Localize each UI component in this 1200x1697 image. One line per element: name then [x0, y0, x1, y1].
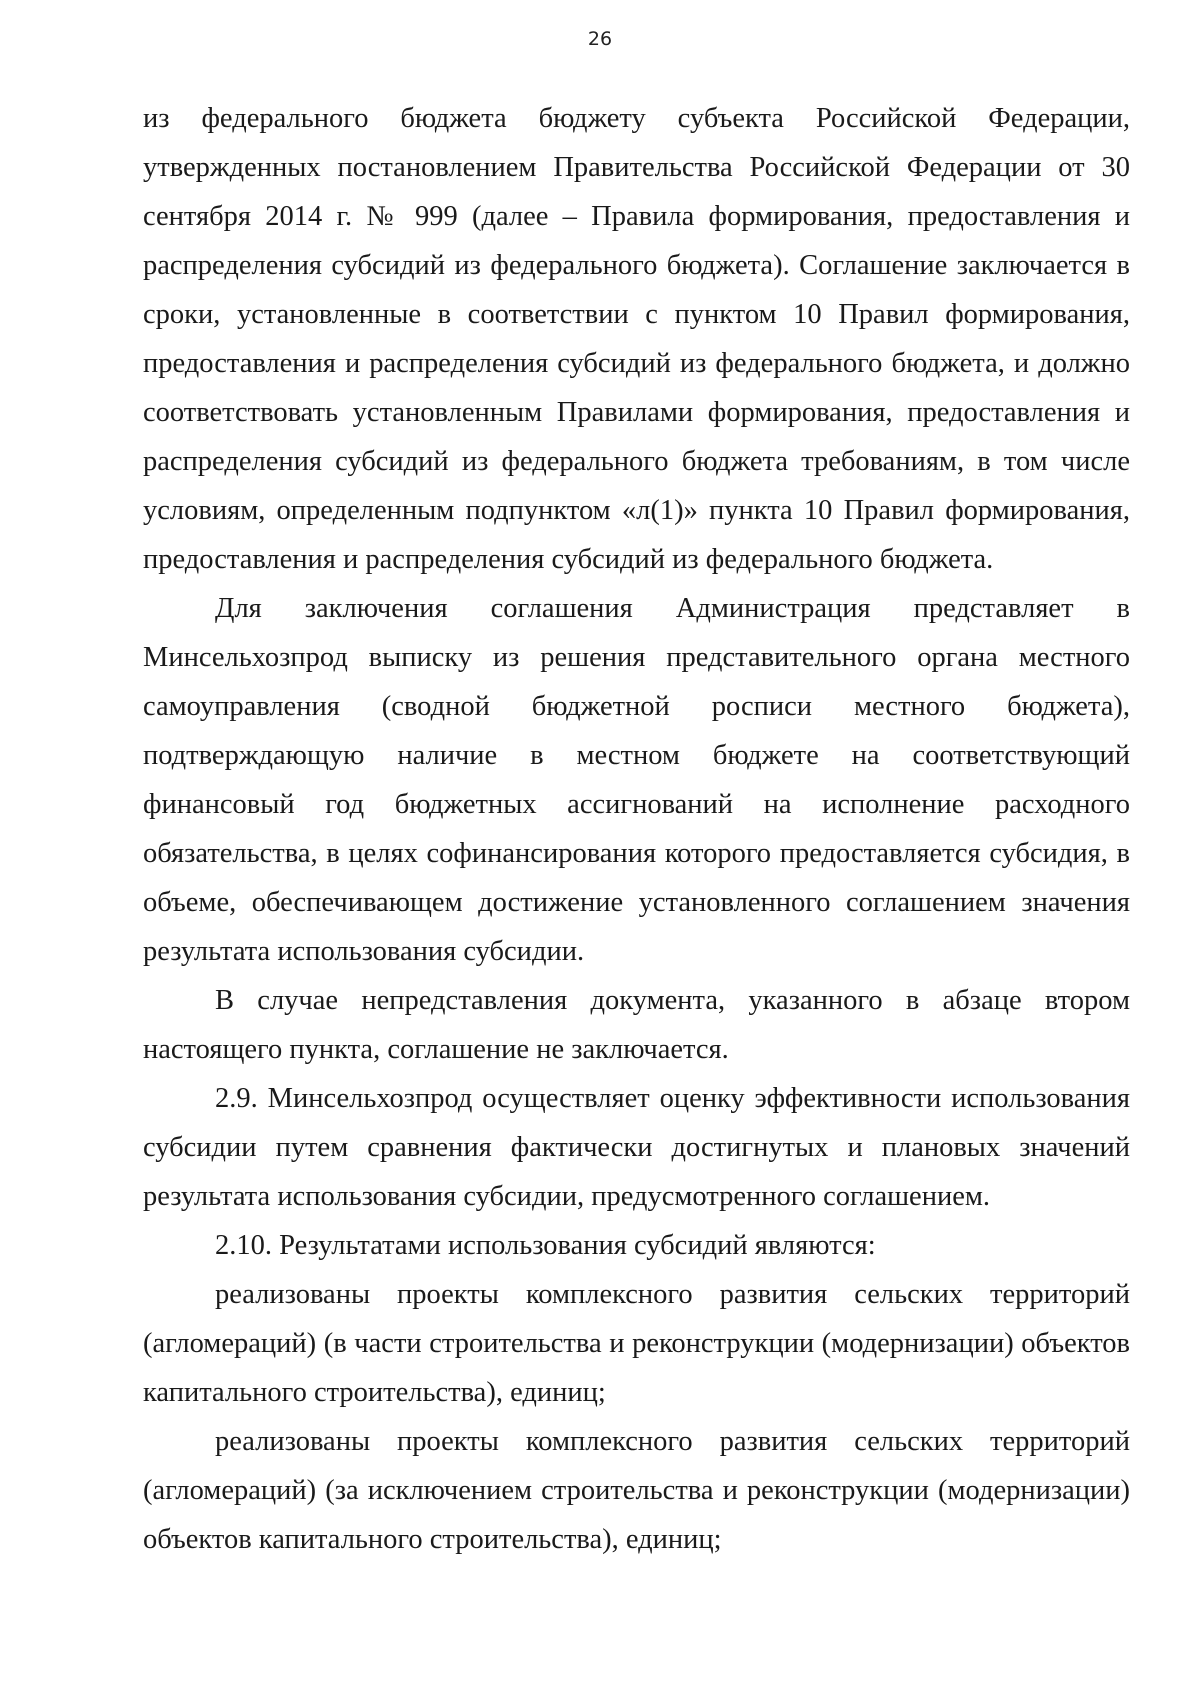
paragraph-result-item-1: реализованы проекты комплексного развития сельских территорий (агломераций) (в части строительства и реконструкции (модернизации) объектов капитального строительства), единиц;: [143, 1279, 1130, 1408]
paragraph-agreement-documents: Для заключения соглашения Администрация представляет в Минсельхозпрод выписку из решения представительного органа местного самоуправления (сводной бюджетной росписи местного бюджета), подтверждающую наличие в местном бюджете на соответствующий финансовый год бюджетных ассигнований на исполнение расходного обязательства, в целях софинансирования которого предоставляется субсидия, в объеме, обеспечивающем достижение установленного соглашением значения результата использования субсидии.: [143, 593, 1130, 967]
paragraph-result-item-2: реализованы проекты комплексного развития сельских территорий (агломераций) (за исключением строительства и реконструкции (модернизации) объектов капитального строительства), единиц;: [143, 1426, 1130, 1555]
paragraph-continuation: из федерального бюджета бюджету субъекта Российской Федерации, утвержденных постановлением Правительства Российской Федерации от 30 сентября 2014 г. № 999 (далее – Правила формирования, предоставления и распределения субсидий из федерального бюджета). Соглашение заключается в сроки, установленные в соответствии с пунктом 10 Правил формирования, предоставления и распределения субсидий из федерального бюджета, и должно соответствовать установленным Правилами формирования, предоставления и распределения субсидий из федерального бюджета требованиям, в том числе условиям, определенным подпунктом «л(1)» пункта 10 Правил формирования, предоставления и распределения субсидий из федерального бюджета.: [143, 103, 1130, 575]
paragraph-non-submission: В случае непредставления документа, указанного в абзаце втором настоящего пункта, соглашение не заключается.: [143, 985, 1130, 1065]
paragraph-2-10: 2.10. Результатами использования субсидий являются:: [215, 1230, 876, 1261]
document-body: [143, 94, 1130, 1564]
paragraph-2-9: 2.9. Минсельхозпрод осуществляет оценку эффективности использования субсидии путем сравнения фактически достигнутых и плановых значений результата использования субсидии, предусмотренного соглашением.: [143, 1083, 1130, 1212]
page-number: 26: [587, 28, 613, 50]
